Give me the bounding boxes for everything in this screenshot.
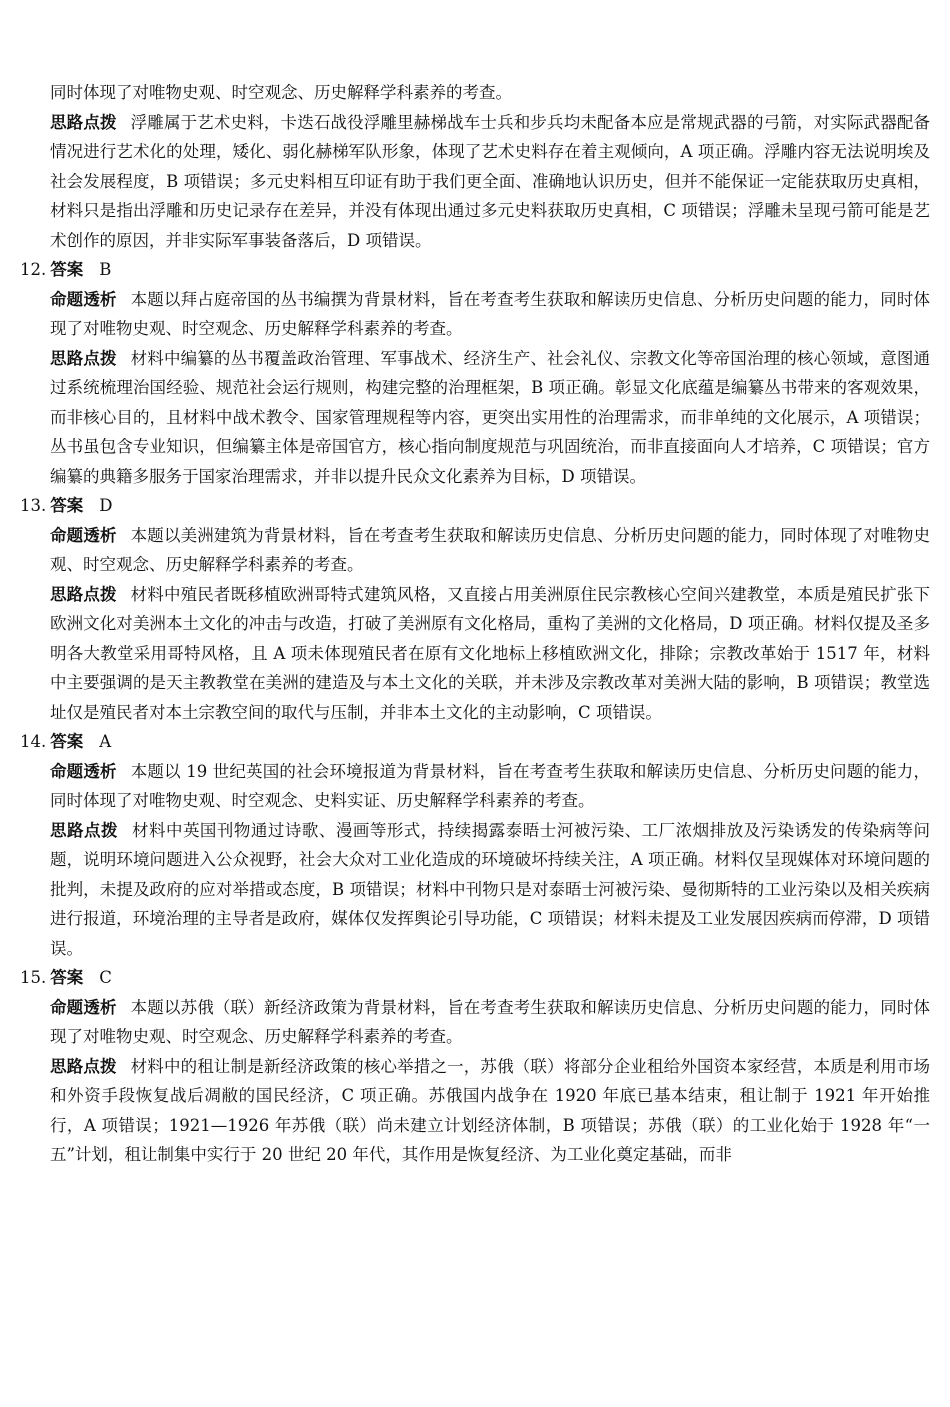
silu-paragraph bbox=[50, 1052, 930, 1170]
touxi-text: 本题以拜占庭帝国的丛书编撰为背景材料，旨在考查考生获取和解读历史信息、分析历史问题的能力，同时体现了对唯物史观、时空观念、历史解释学科素养的考查。 bbox=[50, 289, 931, 338]
silu-text: 材料中英国刊物通过诗歌、漫画等形式，持续揭露泰晤士河被污染、工厂浓烟排放及污染诱发的传染病等问题，说明环境问题进入公众视野，社会大众对工业化造成的环境破坏持续关注，A 项正确。材料仅呈现媒体对环境问题的批判，未提及政府的应对举措或态度，B 项错误；材料中刊物只是对泰晤士河被污染、曼彻斯特的工业污染以及相关疾病进行报道，环境治理的主导者是政府，媒体仅发挥舆论引导功能，C 项错误；材料未提及工业发展因疾病而停滞，D 项错误。 bbox=[50, 820, 931, 958]
question-number: 14. bbox=[20, 732, 47, 751]
answer-label: 答案 bbox=[50, 732, 84, 751]
touxi-text: 本题以美洲建筑为背景材料，旨在考查考生获取和解读历史信息、分析历史问题的能力，同时体现了对唯物史观、时空观念、历史解释学科素养的考查。 bbox=[50, 525, 931, 574]
silu-paragraph bbox=[50, 344, 930, 492]
silu-label: 思路点拨 bbox=[50, 348, 117, 368]
silu-text: 材料中殖民者既移植欧洲哥特式建筑风格，又直接占用美洲原住民宗教核心空间兴建教堂，本质是殖民扩张下欧洲文化对美洲本土文化的冲击与改造，打破了美洲原有文化格局，重构了美洲的文化格局，D 项正确。材料仅提及圣多明各大教堂采用哥特风格，且 A 项未体现殖民者在原有文化地标上移植欧洲文化，排除；宗教改革始于 1517 年，材料中主要强调的是天主教教堂在美洲的建造及与本土文化的关联，并未涉及宗教改革对美洲大陆的影响，B 项错误；教堂选址仅是殖民者对本土宗教空间的取代与压制，并非本土文化的主动影响，C 项错误。 bbox=[50, 584, 931, 722]
silu-text: 浮雕属于艺术史料，卡迭石战役浮雕里赫梯战车士兵和步兵均未配备本应是常规武器的弓箭，对实际武器配备情况进行艺术化的处理，矮化、弱化赫梯军队形象，体现了艺术史料存在着主观倾向，A 项正确。浮雕内容无法说明埃及社会发展程度，B 项错误；多元史料相互印证有助于我们更全面、准确地认识历史，但并不能保证一定能获取历史真相，材料只是指出浮雕和历史记录存在差异，并没有体现出通过多元史料获取历史真相，C 项错误；浮雕未呈现弓箭可能是艺术创作的原因，并非实际军事装备落后，D 项错误。 bbox=[50, 112, 931, 250]
touxi-text: 本题以 19 世纪英国的社会环境报道为背景材料，旨在考查考生获取和解读历史信息、分析历史问题的能力，同时体现了对唯物史观、时空观念、史料实证、历史解释学科素养的考查。 bbox=[50, 761, 930, 810]
answer-line bbox=[20, 255, 930, 285]
answer-line bbox=[20, 963, 930, 993]
answer-label: 答案 bbox=[50, 260, 84, 279]
question-number: 13. bbox=[20, 496, 47, 515]
touxi-paragraph bbox=[50, 757, 930, 816]
touxi-paragraph bbox=[50, 285, 930, 344]
silu-text: 材料中编纂的丛书覆盖政治管理、军事战术、经济生产、社会礼仪、宗教文化等帝国治理的核心领域，意图通过系统梳理治国经验、规范社会运行规则，构建完整的治理框架，B 项正确。彰显文化底蕴是编纂丛书带来的客观效果，而非核心目的，且材料中战术教令、国家管理规程等内容，更突出实用性的治理需求，而非单纯的文化展示，A 项错误；丛书虽包含专业知识，但编纂主体是帝国官方，核心指向制度规范与巩固统治，而非直接面向人才培养，C 项错误；官方编纂的典籍多服务于国家治理需求，并非以提升民众文化素养为目标，D 项错误。 bbox=[50, 348, 931, 486]
touxi-paragraph bbox=[50, 521, 930, 580]
intro-silu-paragraph bbox=[50, 108, 930, 256]
touxi-text: 本题以苏俄（联）新经济政策为背景材料，旨在考查考生获取和解读历史信息、分析历史问题的能力，同时体现了对唯物史观、时空观念、历史解释学科素养的考查。 bbox=[50, 997, 931, 1046]
touxi-label: 命题透析 bbox=[50, 525, 117, 545]
answer-value: B bbox=[99, 260, 112, 279]
silu-text: 材料中的租让制是新经济政策的核心举措之一，苏俄（联）将部分企业租给外国资本家经营，本质是利用市场和外资手段恢复战后凋敝的国民经济，C 项正确。苏俄国内战争在 1920 年底已基本结束，租让制于 1921 年开始推行，A 项错误；1921—1926 年苏俄（联）尚未建立计划经济体制，B 项错误；苏俄（联）的工业化始于 1928 年“一五”计划，租让制集中实行于 20 世纪 20 年代，其作用是恢复经济、为工业化奠定基础，而非 bbox=[50, 1056, 931, 1164]
answer-value: A bbox=[99, 732, 112, 751]
answer-line bbox=[20, 727, 930, 757]
answer-label: 答案 bbox=[50, 968, 84, 987]
question-13 bbox=[20, 491, 931, 727]
silu-paragraph bbox=[50, 816, 930, 964]
silu-paragraph bbox=[50, 580, 930, 728]
question-number: 15. bbox=[20, 968, 47, 987]
question-14 bbox=[20, 727, 931, 963]
silu-label: 思路点拨 bbox=[50, 820, 118, 840]
intro-block bbox=[50, 78, 930, 255]
silu-label: 思路点拨 bbox=[50, 584, 117, 604]
intro-text: 同时体现了对唯物史观、时空观念、历史解释学科素养的考查。 bbox=[50, 83, 512, 102]
silu-label: 思路点拨 bbox=[50, 1056, 117, 1076]
question-15 bbox=[20, 963, 931, 1170]
question-12 bbox=[20, 255, 931, 491]
answer-value: C bbox=[99, 968, 112, 987]
answer-explanation-page bbox=[20, 78, 931, 1170]
touxi-label: 命题透析 bbox=[50, 997, 117, 1017]
silu-label: 思路点拨 bbox=[50, 112, 117, 132]
answer-label: 答案 bbox=[50, 496, 84, 515]
touxi-label: 命题透析 bbox=[50, 761, 117, 781]
answer-value: D bbox=[99, 496, 113, 515]
question-number: 12. bbox=[20, 260, 47, 279]
touxi-paragraph bbox=[50, 993, 930, 1052]
touxi-label: 命题透析 bbox=[50, 289, 117, 309]
answer-line bbox=[20, 491, 930, 521]
